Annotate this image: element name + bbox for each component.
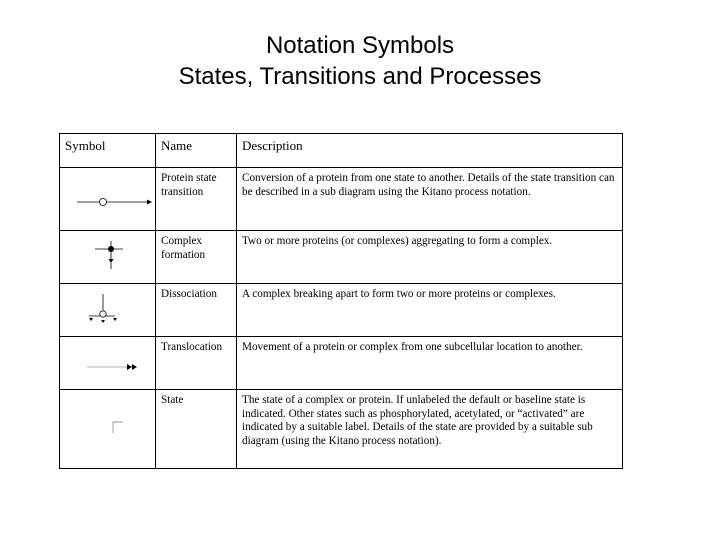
- name-cell: Complex formation: [156, 231, 237, 284]
- translocation-icon: [65, 341, 161, 385]
- table-header-row: [60, 134, 623, 168]
- name-cell: Dissociation: [156, 284, 237, 337]
- symbol-cell: [60, 284, 156, 337]
- complex-formation-icon: [65, 235, 161, 279]
- name-cell: Protein state transition: [156, 168, 237, 231]
- header-name: Name: [156, 134, 237, 168]
- state-transition-icon: [65, 172, 161, 226]
- table-row: [60, 284, 623, 337]
- table-row: [60, 168, 623, 231]
- name-cell: State: [156, 390, 237, 469]
- title-line-2: States, Transitions and Processes: [178, 63, 542, 90]
- description-cell: A complex breaking apart to form two or more proteins or complexes.: [237, 284, 623, 337]
- notation-table: [59, 133, 623, 469]
- table-row: [60, 231, 623, 284]
- title-line-1: Notation Symbols: [265, 32, 455, 59]
- description-cell: Conversion of a protein from one state to another. Details of the state transition can be described in a sub diagram using the Kitano process notation.: [237, 168, 623, 231]
- header-description: Description: [237, 134, 623, 168]
- symbol-cell: [60, 390, 156, 469]
- table-row: [60, 390, 623, 469]
- header-symbol: Symbol: [60, 134, 156, 168]
- dissociation-icon: [65, 288, 161, 332]
- description-cell: Two or more proteins (or complexes) aggregating to form a complex.: [237, 231, 623, 284]
- state-icon: [65, 394, 161, 464]
- page-title: [0, 30, 720, 92]
- description-cell: Movement of a protein or complex from one subcellular location to another.: [237, 337, 623, 390]
- symbol-cell: [60, 337, 156, 390]
- table-row: [60, 337, 623, 390]
- symbol-cell: [60, 231, 156, 284]
- name-cell: Translocation: [156, 337, 237, 390]
- symbol-cell: [60, 168, 156, 231]
- description-cell: The state of a complex or protein. If unlabeled the default or baseline state is indicated. Other states such as phosphorylated, acetylated, or “activated” are indicated by a suitable label. Details of the state are provided by a suitable sub diagram (using the Kitano process notation).: [237, 390, 623, 469]
